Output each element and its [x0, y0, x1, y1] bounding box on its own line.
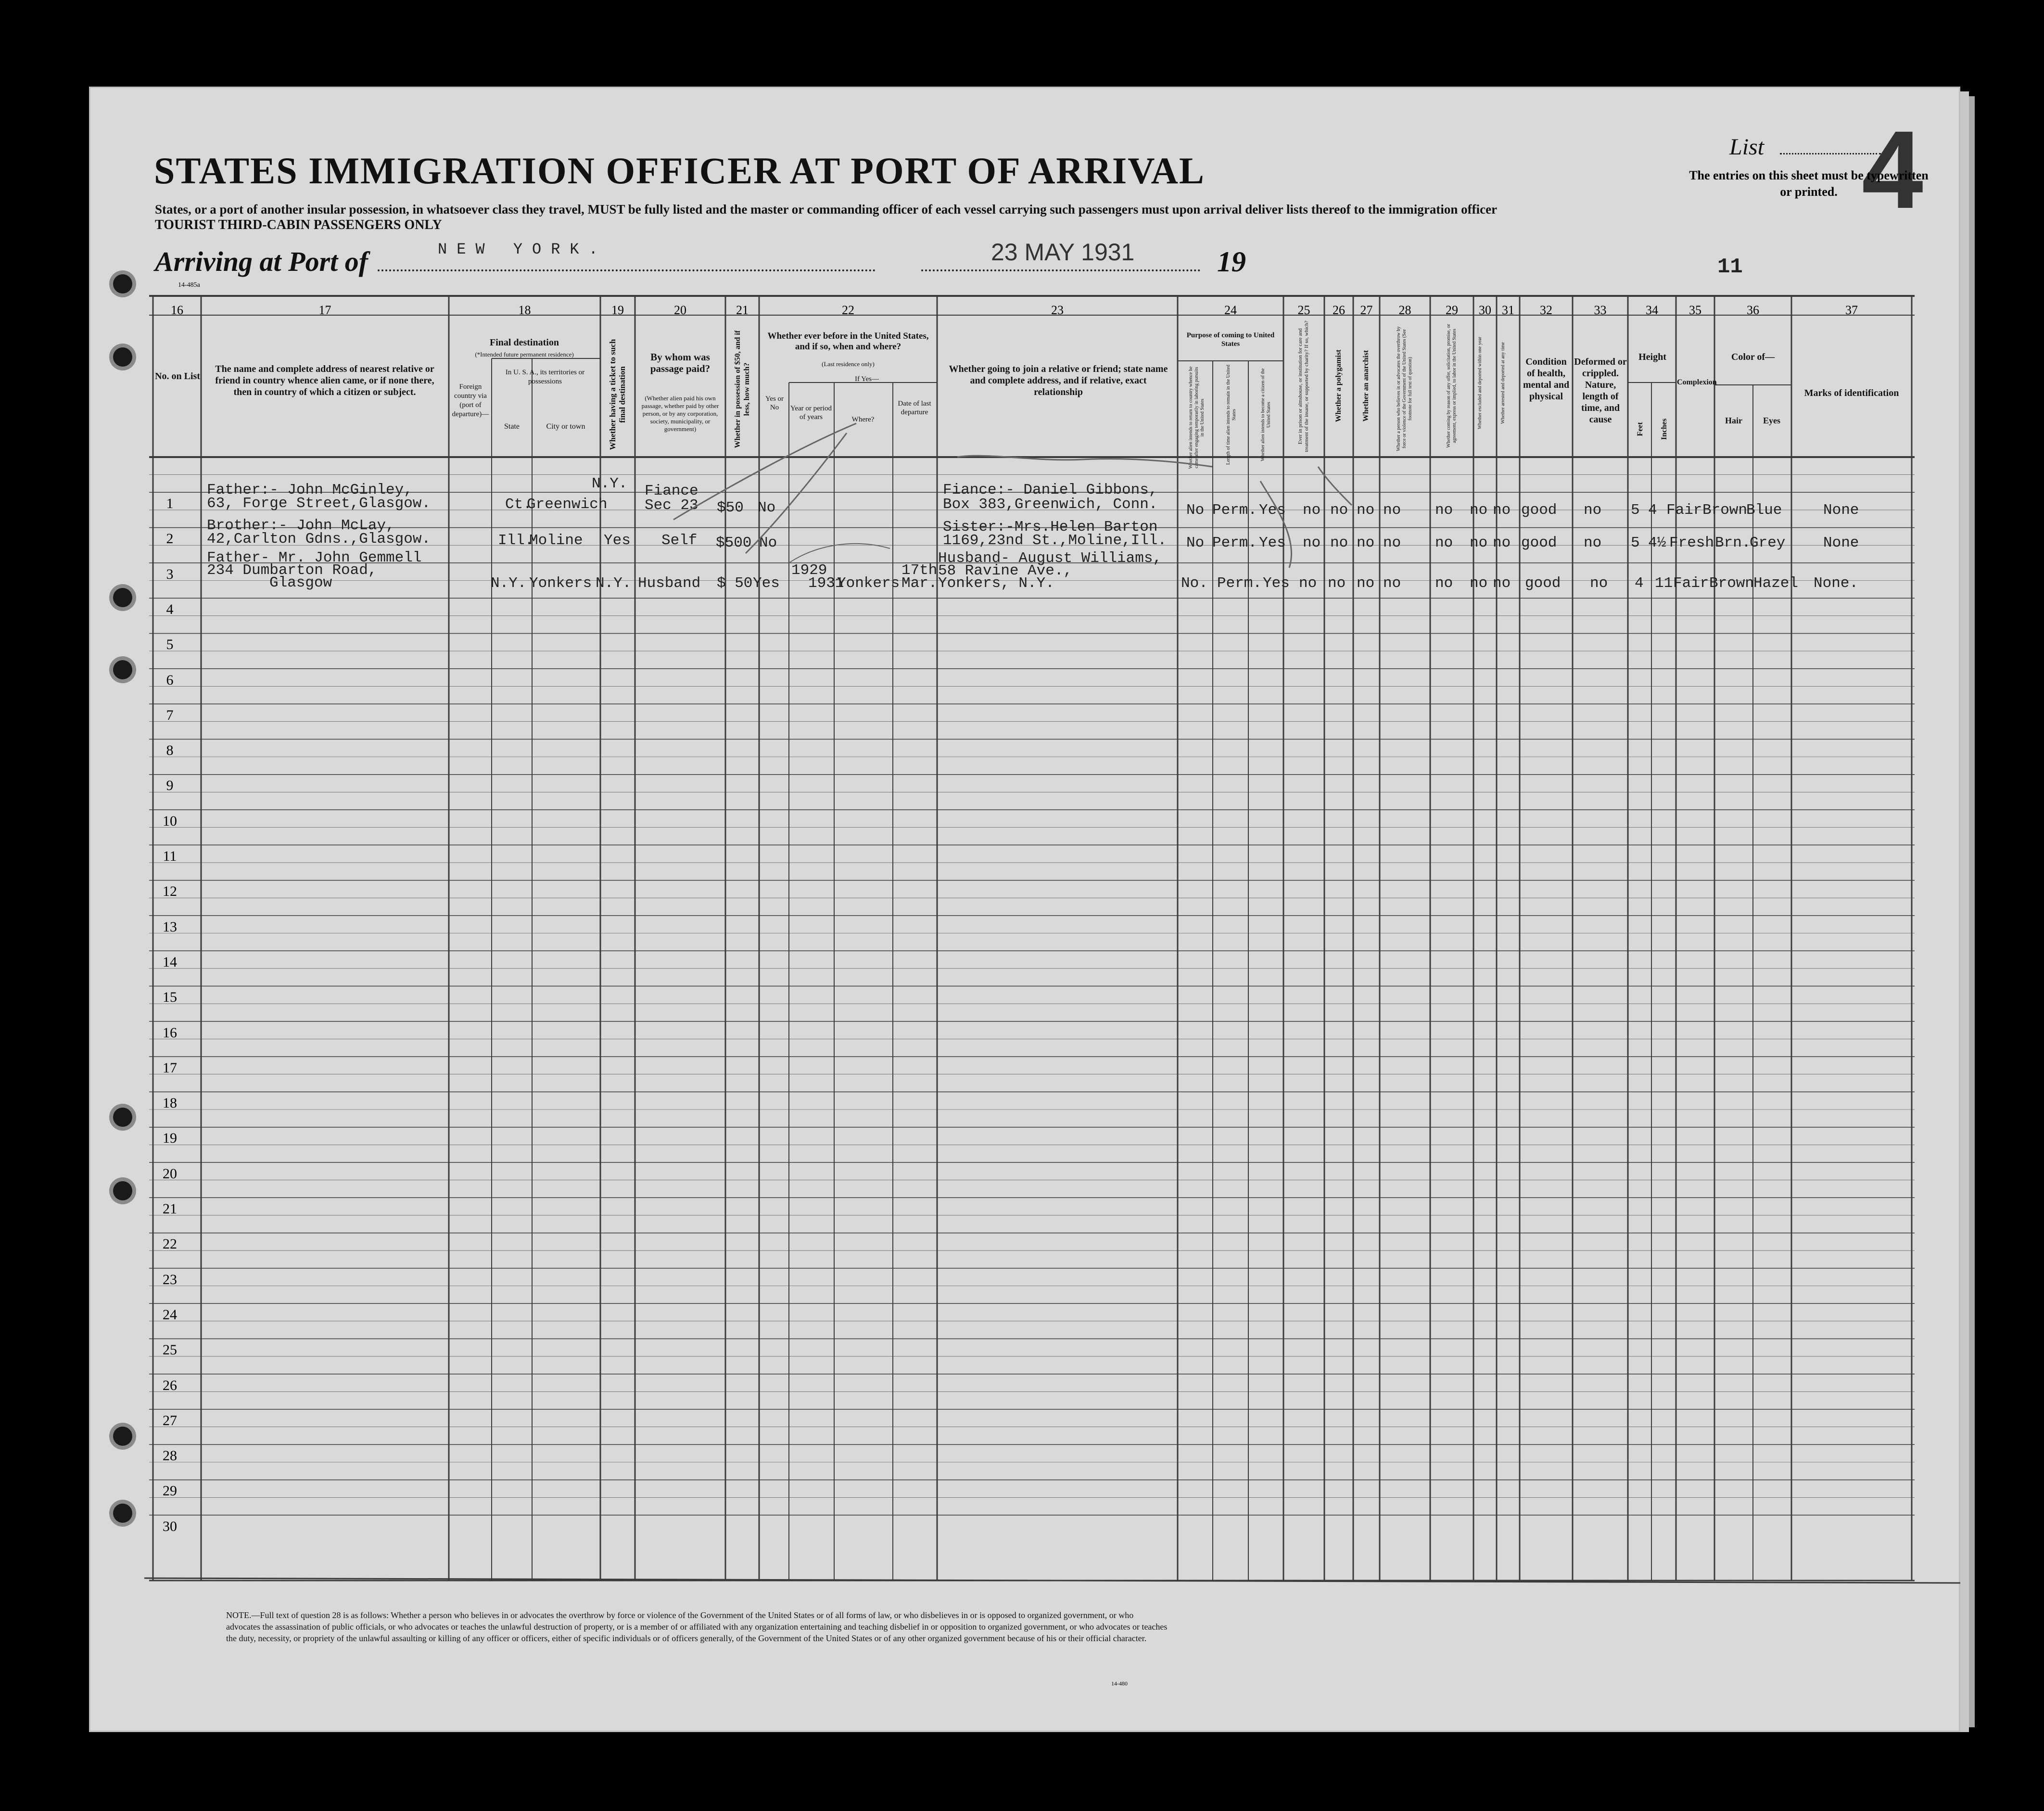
relative-line: Glasgow: [269, 574, 332, 591]
eyes: Hazel: [1753, 575, 1799, 592]
joining-line: Yonkers, N.Y.: [938, 575, 1054, 592]
relative-line: 42,Carlton Gdns.,Glasgow.: [207, 531, 431, 548]
col-number: 16: [171, 303, 183, 317]
header-in-usa: In U. S. A., its territories or possessions: [505, 369, 585, 385]
header-ever-before: Whether ever before in the United States, and if so, when and where?: [767, 331, 929, 352]
row-number: 16: [163, 1024, 177, 1041]
col-number: 29: [1446, 303, 1458, 317]
ticket: N.Y.: [596, 575, 632, 592]
footnote: NOTE.—Full text of question 28 is as follows: Whether a person who believes in or advocates the overthrow by force or violence of the Government of the United States or of all forms of law, or who disbelieves in or is opposed to organized government, or who advocates the assassination of public officials, or who advocates or teaches the unlawful destruction of property, or is a member of or affiliated with any organization entertaining and teaching disbelief in or opposition to organized government, or who advocates or teaches the duty, necessity, or propriety of the unlawful assaulting or killing of any officer or officers, either of specific individuals or of officers generally, of the Government of the United States or of any other organized government because of his or their official character.: [226, 1610, 1168, 1643]
col-number: 22: [842, 303, 854, 317]
joining-line: Sister:-Mrs.Helen Barton: [943, 519, 1158, 536]
health: good: [1521, 535, 1557, 551]
joining-line: Fiance:- Daniel Gibbons,: [943, 482, 1158, 498]
deformed: no: [1584, 502, 1602, 519]
relative-line: Father- Mr. John Gemmell: [207, 549, 422, 566]
q25: no: [1303, 535, 1321, 551]
where: Yonkers: [837, 575, 900, 592]
marks: None: [1823, 535, 1859, 551]
header-purpose-c: Whether alien intends to become a citizen of the United States: [1260, 368, 1271, 461]
header-yes-no: Yes or No: [765, 395, 784, 411]
form-instruction: States, or a port of another insular possession, in whatsoever class they travel, MUST be fully listed and the master or commanding officer of each vessel carrying such passengers must upon arrival deliver lists thereof to the immigration officer: [155, 202, 1498, 217]
year-prefix: 19: [1217, 246, 1246, 278]
purpose-a: No: [1186, 502, 1205, 519]
before: No: [758, 499, 776, 516]
q27: no: [1357, 535, 1375, 551]
purpose-a: No.: [1181, 575, 1208, 592]
passage-line: Husband: [638, 575, 701, 592]
hair: Brn.: [1715, 535, 1751, 551]
col-number: 17: [318, 303, 331, 317]
col-number: 33: [1594, 303, 1607, 317]
header-purpose-b: Length of time alien intends to remain in the United States: [1226, 365, 1237, 465]
col-number: 24: [1224, 303, 1237, 317]
row-number: 7: [166, 707, 174, 723]
header-year-period: Year or period of years: [790, 405, 832, 421]
footer-code: 14-480: [1111, 1680, 1128, 1687]
dest-city: Moline: [529, 532, 583, 549]
money: $ 50: [717, 575, 753, 592]
relative-line: Brother:- John McLay,: [207, 517, 395, 534]
header-prison: Ever in prison or almshouse, or institution for care and treatment of the insane, or supported by charity? If so, which?: [1297, 320, 1309, 452]
q25: no: [1303, 502, 1321, 519]
header-q31: Whether arrested and deported at any time: [1500, 342, 1506, 424]
row-number: 22: [163, 1236, 177, 1252]
joining-line: Box 383,Greenwich, Conn.: [943, 496, 1158, 513]
eyes: Grey: [1750, 535, 1786, 551]
purpose-b: Perm.: [1212, 535, 1257, 551]
row-number: 17: [163, 1059, 177, 1076]
row-number: 8: [166, 742, 174, 759]
money: $500: [716, 535, 752, 551]
header-condition: Condition of health, mental and physical: [1523, 357, 1570, 402]
header-state: State: [504, 422, 520, 431]
complexion: Fair: [1673, 575, 1709, 592]
year-period: 1929: [791, 562, 827, 579]
col-number: 32: [1540, 303, 1552, 317]
marks: None: [1823, 502, 1859, 519]
list-number: 4: [1862, 108, 1923, 231]
row-number: 23: [163, 1271, 177, 1288]
q28: no: [1383, 535, 1401, 551]
inches: 11: [1655, 575, 1673, 592]
row-number: 3: [166, 566, 174, 582]
row-number: 14: [163, 954, 177, 970]
row-number: 5: [166, 637, 174, 653]
col-number: 23: [1051, 303, 1064, 317]
health: good: [1525, 575, 1561, 592]
inches: 4: [1648, 502, 1657, 519]
purpose-b: Perm.: [1217, 575, 1262, 592]
header-q28: Whether a person who believes in or advocates the overthrow by force or violence of the Government of the United States (See footnote for full text of question): [1396, 326, 1413, 451]
typewritten-note: The entries on this sheet must be typewritten or printed.: [1689, 168, 1929, 199]
row-number: 21: [163, 1201, 177, 1217]
col-number: 34: [1646, 303, 1658, 317]
col-number: 26: [1333, 303, 1345, 317]
relative-line: Father:- John McGinley,: [207, 482, 413, 498]
row-number: 1: [166, 496, 174, 511]
header-relative: The name and complete address of nearest relative or friend in country whence alien came, or if none there, then in country of which a citizen or subject.: [215, 364, 434, 397]
purpose-c: Yes: [1259, 502, 1286, 519]
row-number: 30: [163, 1518, 177, 1534]
date-departure: Mar.: [901, 575, 938, 592]
header-date-last: Date of last departure: [898, 400, 931, 416]
header-hair: Hair: [1725, 416, 1742, 425]
purpose-a: No: [1186, 535, 1205, 551]
header-joining: Whether going to join a relative or friend; state name and complete address, and if relative, exact relationship: [949, 364, 1168, 397]
eyes: Blue: [1746, 502, 1782, 519]
joining-line: Husband- August Williams,: [938, 550, 1162, 567]
row-number: 11: [163, 848, 177, 864]
q27: no: [1357, 575, 1375, 592]
q28: no: [1383, 502, 1401, 519]
feet: 5: [1631, 502, 1640, 519]
marks: None.: [1814, 575, 1859, 592]
complexion: Fresh: [1669, 535, 1714, 551]
col-number: 19: [611, 303, 624, 317]
col-number: 35: [1689, 303, 1701, 317]
date-stamp: 23 MAY 1931: [991, 239, 1135, 266]
dest-city: Greenwich: [527, 496, 608, 513]
header-q29: Whether coming by reason of any offer, solicitation, promise, or agreement, express or implied, to labor in the United States: [1446, 324, 1457, 448]
header-marks: Marks of identification: [1804, 388, 1899, 398]
year-period: 1931: [808, 575, 844, 592]
header-q30: Whether excluded and deported within one year: [1477, 336, 1483, 430]
feet: 5: [1631, 535, 1640, 551]
row-number: 4: [166, 601, 174, 617]
ticket: Yes: [604, 532, 631, 549]
header-complexion: Complexion: [1677, 378, 1717, 386]
q31: no: [1493, 535, 1511, 551]
dest-state: Ill.: [498, 532, 534, 549]
header-height: Height: [1638, 352, 1666, 362]
complexion: Fair: [1666, 502, 1702, 519]
before: No: [759, 535, 777, 551]
row-number: 20: [163, 1165, 177, 1182]
header-final-destination-note: (*Intended future permanent residence): [475, 351, 574, 358]
q26: no: [1330, 535, 1348, 551]
header-color-of: Color of—: [1731, 352, 1775, 362]
purpose-c: Yes: [1259, 535, 1286, 551]
dest-city: Yonkers: [529, 575, 592, 592]
joining-line: 1169,23nd St.,Moline,Ill.: [943, 532, 1167, 549]
date-departure: 17th: [901, 562, 938, 579]
relative-line: 63, Forge Street,Glasgow.: [207, 495, 431, 512]
col-number: 30: [1479, 303, 1491, 317]
dest-state: N.Y.: [491, 575, 527, 592]
row-number: 10: [163, 813, 177, 829]
health: good: [1521, 502, 1557, 519]
header-anarchist: Whether an anarchist: [1362, 350, 1370, 422]
hair: Brown: [1702, 502, 1748, 519]
q31: no: [1493, 575, 1511, 592]
q30: no: [1470, 575, 1488, 592]
passage-line: Fiance: [645, 483, 698, 499]
before: Yes: [753, 575, 780, 592]
header-city: City or town: [546, 422, 585, 431]
col-number: 36: [1747, 303, 1759, 317]
sheet-number: 11: [1717, 255, 1743, 279]
header-purpose-a: Whether alien intends to return to country whence he came after engaging temporarily in laboring pursuits in the United States: [1188, 366, 1205, 469]
purpose-b: Perm.: [1212, 502, 1257, 519]
row-number: 15: [163, 989, 177, 1006]
dest-state: Ct.: [505, 496, 532, 513]
col-number: 31: [1502, 303, 1514, 317]
header-polygamist: Whether a polygamist: [1334, 349, 1343, 422]
list-label: List: [1729, 134, 1765, 160]
money: $50: [717, 499, 744, 516]
q27: no: [1357, 502, 1375, 519]
row-number: 26: [163, 1377, 177, 1393]
row-number: 29: [163, 1483, 177, 1499]
q30: no: [1470, 502, 1488, 519]
q31: no: [1493, 502, 1511, 519]
header-eyes: Eyes: [1763, 416, 1780, 425]
row-number: 2: [166, 531, 174, 547]
q29: no: [1435, 575, 1453, 592]
row-number: 18: [163, 1095, 177, 1111]
col-number: 37: [1845, 303, 1858, 317]
q25: no: [1299, 575, 1317, 592]
deformed: no: [1584, 535, 1602, 551]
row-number: 25: [163, 1342, 177, 1358]
header-ticket: Whether having a ticket to such final destination: [608, 339, 627, 450]
joining-line: 58 Ravine Ave.,: [938, 562, 1073, 579]
header-where: Where?: [851, 416, 875, 423]
q29: no: [1435, 535, 1453, 551]
col-number: 27: [1360, 303, 1373, 317]
row-number: 12: [163, 883, 177, 900]
header-deformed: Deformed or crippled. Nature, length of time, and cause: [1574, 357, 1627, 425]
passenger-class: TOURIST THIRD-CABIN PASSENGERS ONLY: [155, 217, 442, 232]
header-final-destination: Final destination: [490, 337, 559, 348]
deformed: no: [1590, 575, 1608, 592]
q26: no: [1328, 575, 1346, 592]
header-purpose: Purpose of coming to United States: [1186, 332, 1275, 348]
header-possession: Whether in possession of $50, and if less, how much?: [734, 330, 751, 448]
passage-line: Sec 23: [645, 497, 698, 514]
hair: Brown: [1709, 575, 1754, 592]
q30: no: [1470, 535, 1488, 551]
form-code: 14-485a: [178, 281, 200, 289]
col-number: 25: [1297, 303, 1310, 317]
header-foreign-country: Foreign country via (port of departure)—: [452, 383, 489, 418]
row-number: 9: [166, 778, 174, 794]
header-no-on-list: No. on List: [155, 371, 200, 382]
row-number: 27: [163, 1412, 177, 1428]
row-number: 6: [166, 672, 174, 688]
arriving-label: Arriving at Port of: [155, 246, 368, 277]
row-number: 28: [163, 1448, 177, 1464]
passage-line: Self: [661, 532, 698, 549]
row-number: 13: [163, 918, 177, 935]
header-if-yes: If Yes—: [854, 375, 879, 383]
feet: 4: [1635, 575, 1644, 592]
col-number: 21: [736, 303, 749, 317]
header-feet: Feet: [1636, 422, 1644, 436]
ticket: N.Y.: [592, 475, 628, 492]
purpose-c: Yes: [1263, 575, 1290, 592]
header-passage-note: (Whether alien paid his own passage, whether paid by other person, or by any corporation, society, municipality, or government): [641, 395, 719, 433]
col-number: 18: [518, 303, 531, 317]
header-ever-before-note: (Last residence only): [822, 360, 875, 368]
q26: no: [1330, 502, 1348, 519]
relative-line: 234 Dumbarton Road,: [207, 562, 377, 579]
row-number: 19: [163, 1130, 177, 1147]
port-name: NEW YORK.: [438, 241, 608, 258]
row-number: 24: [163, 1306, 177, 1323]
q29: no: [1435, 502, 1453, 519]
form-title: STATES IMMIGRATION OFFICER AT PORT OF ARRIVAL: [154, 150, 1205, 191]
col-number: 20: [674, 303, 686, 317]
header-passage: By whom was passage paid?: [650, 351, 711, 374]
inches: 4½: [1648, 535, 1666, 551]
q28: no: [1383, 575, 1401, 592]
col-number: 28: [1398, 303, 1411, 317]
header-inches: Inches: [1660, 418, 1668, 440]
